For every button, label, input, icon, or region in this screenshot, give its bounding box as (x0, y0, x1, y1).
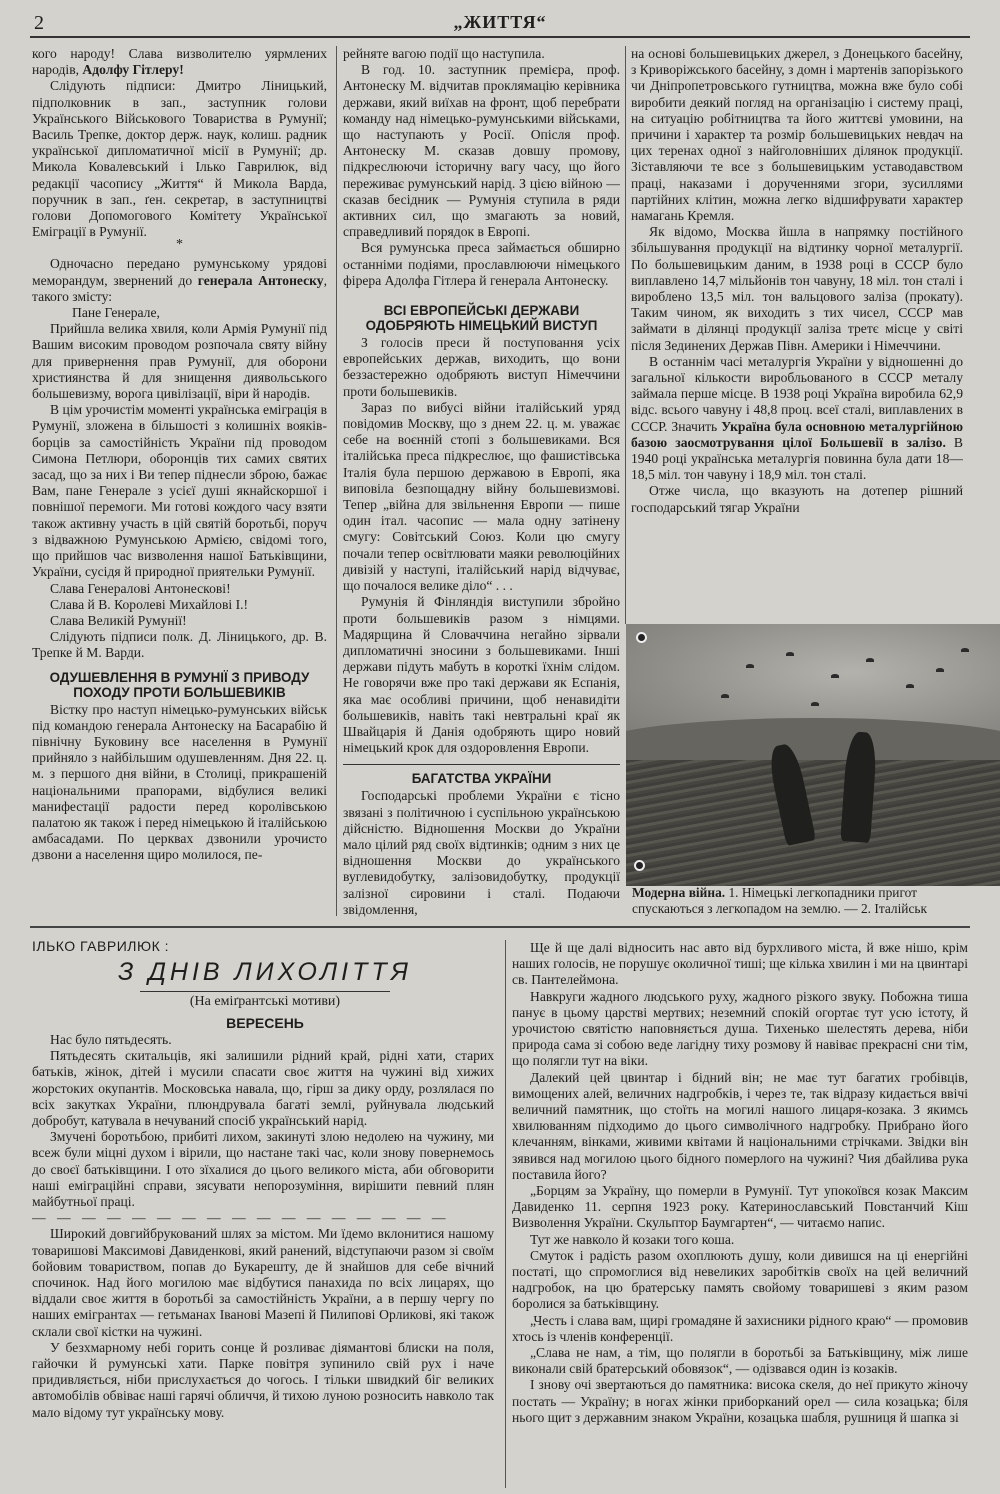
col3-paragraph (631, 354, 963, 484)
col3-text: В останнім часі металургія України у відношенні до загальної кількости виробльованого в СССР металу займала перше місце. В 1938 році Україна виробила 62,9 відс. всього чавуну і 48,8 проц. всеї сталі, виплавлених в СССР. Значить (631, 353, 963, 434)
story-section-heading: ВЕРЕСЕНЬ (226, 1015, 304, 1031)
story-paragraph: „Борцям за Україну, що померли в Румунії. Тут упокоївся козак Максим Давиденко 11. серпня 1923 року. Катеринославський Повстанчий Кіш Визволення України. Скульптор Баумгартен“, — читаємо напис. (512, 1183, 968, 1231)
column-2 (343, 46, 620, 922)
col1-paragraph: Прийшла велика хвиля, коли Армія Румунії під Вашим високим проводом розпочала святу війну для привернення прав Румунії, для оборони християнства й для знищення диявольського большевизму, ворога цивілізації, віри й народів. (32, 321, 327, 402)
page-header (30, 8, 970, 38)
column-divider (336, 46, 337, 916)
section-rule (343, 764, 620, 765)
caption-text: спускаються з легкопадом на землю. — 2. Італійськ (632, 901, 928, 916)
col1-text: , такого змісту: (32, 272, 327, 304)
col1-paragraph: В цім урочистім моменті українська еміграція в Румунії, зложена в більшості з колишніх вояків-борців за самостійність України під проводом Симона Петлюри, оборонців тих самих святих засад, що за них і Ви тепер піднесли зброю, бажає Вам, пане Генерале з усієї душі якнайскоршої і повнішої перемоги. Ми готові кождого часу взяти також активну участь в цій святій боротьбі, поруч з відважною Румунською Армією, свідомі того, що прийшов час визволення нашої Батьківщини, України, сусідя й природної приятельки Румунії. (32, 402, 327, 580)
story-paragraph: Пятьдесять скитальців, які залишили рідний край, рідні хати, старих батьків, жінок, дітей і мусили спасати своє життя на чужині від хижих жорстоких окупантів. Московська навала, що, гірш за дику орду, розлялася по всіх закутках України, плюндрувала багаті землі, руйнувала людський добробут, катувала в нечуваний спосіб український нарід. (32, 1048, 494, 1129)
col3-paragraph: Як відомо, Москва йшла в напрямку постійного збільшування продукції на відтинку чорної металургії. По большевицьким даним, в 1938 році в СССР було виплавлено 14,7 мільйонів тон чавуну, 18 міл. тон сталі і вироблено 13,5 міл. тон вальцового заліза (прокату). Таким чином, як виходить з тих чисел, СССР мав займати в ділянці продукції заліза третє місце у світі після Зединених Держав Півн. Америки і Німеччини. (631, 224, 963, 353)
col1-paragraph: Слідують підписи полк. Д. Ліницького, др. В. Трепке й М. Варди. (32, 629, 327, 661)
parachute-icon (936, 668, 944, 672)
story-paragraph: Ще й ще далі відносить нас авто від бурхливого міста, й вже нішо, крім наших голосів, не порушує околичної тиші; ще кілька хвилин і ми на цвинтарі св. Пантелеймона. (512, 940, 968, 988)
story-paragraph: Широкий довгийбрукований шлях за містом. Ми їдемо вклонитися нашому товаришові Максимові Давиденкові, який ранений, відступаючи разом зі своїм бойовим товариством, попав до Букарешту, де й знайшов для себе вічний спочинок. Над його могилою має відбутися панахида по всіх лицарях, що віддали своє життя в боротьбі за самостійність України, а в першу чергу по наших емігрантах — гетьманах Іванові Мазепі й Пилипові Орликові, які також склали свої кістки на чужині. (32, 1226, 494, 1339)
col1-paragraph: Слава Генералові Антонескові! (50, 580, 231, 596)
story-dashes: — — — — — — — — — — — — — — — — — (32, 1210, 450, 1226)
parachute-icon (721, 694, 729, 698)
col2-paragraph: Румунія й Фінляндія виступили збройно проти большевиків разом з німцями. Мадярщина й Словаччина негайно зірвали дипломатичні зносини з большевиками. Інші держави підуть мабуть в короткі їхнім слідом. Не говорячи вже про такі держави як Еспанія, яка має особливі причини, щоб ненавидіти большевиків, навіть такі невтральні краї як Швайцарія й Данія одобряють щиро новий німецький крок для оздоровлення Европи. (343, 594, 620, 756)
col1-text: кого народу! Слава визволителю уярмлених народів, (32, 46, 327, 78)
column-divider (505, 940, 506, 1488)
story-subtitle: (На еміґрантські мотиви) (189, 994, 341, 1009)
section-divider-star: * (176, 237, 183, 253)
column-divider (625, 46, 626, 624)
col1-paragraph: Слава й В. Королеві Михайлові І.! (50, 596, 249, 612)
war-photo (626, 624, 1000, 886)
story-title: З ДНІВ ЛИХОЛІТТЯ (118, 958, 412, 986)
title-underline (140, 991, 390, 992)
photo-marker-1 (636, 632, 647, 643)
page-number: 2 (34, 12, 44, 34)
story-paragraph: У безхмарному небі горить сонце й розливає діямантові блиски на поля, гайочки й румунські хати. Парке повітря зупинило свій рух і наче придивляється, ніби прислухається до чогось. І тільки швидкий біг великих автомобілів обвіває наші гарячі обличчя, й тихою луною розносить навколо так мало відому тут українську мову. (32, 1339, 494, 1420)
col3-paragraph: на основі большевицьких джерел, з Донецького басейну, з Криворіжського басейну, з домн і мартенів запорізького чи Дніпропетровського гутництва, можна вже було собі виробити деякий погляд на організацію і систему праці, на ситуацію робітництва та його життєві умовини, на причини і характер та розмір большевицьких невдач на цих теренах одної з найголовніших ділянок продукції. Зіставляючи те все з большевицьким уставодавством праці, наказами і дорученнями згори, зусиллями партійних клітин, можна легко відшифрувати характер намагань Кремля. (631, 46, 963, 224)
parachute-icon (831, 674, 839, 678)
page-separator (30, 926, 970, 928)
col1-paragraph (32, 46, 327, 78)
column-1 (32, 46, 327, 922)
column-3 (631, 46, 963, 624)
col1-paragraph: Вістку про наступ німецько-румунських військ під командою генерала Антонеску на Басарабію й північну Буковину все населення в Румунії прийняло з найбільшим одушевленням. Дня 22. ц. м. з першого дня війни, в Столиці, прикрашеній національними прапорами, відбулися великі манифестації радости перед королівською палатою як також і перед німецькою й італійською амбасадами. По церквах дзвонили урочисто дзвони а населення щиро молилося, пе- (32, 701, 327, 863)
story-paragraph: Смуток і радість разом охоплюють душу, коли дивишся на ці енергійні постаті, що спромоглися від невеликих заробітків своїх на цей величний надгробок, на цю братерську память свойому товаришеві з яким разом боролися за батьківщину. (512, 1247, 968, 1312)
photo-marker-2 (634, 860, 645, 871)
story-paragraph: Тут же навколо й козаки того коша. (530, 1231, 735, 1247)
parachute-icon (746, 664, 754, 668)
parachute-icon (961, 648, 969, 652)
col2-headline: БАГАТСТВА УКРАЇНИ (411, 771, 552, 787)
parachute-icon (786, 652, 794, 656)
photo-caption (632, 885, 1000, 917)
col1-bold-text: Адолфу Гітлеру! (82, 62, 184, 78)
col1-text: Одночасно передано румунському урядові меморандум, звернений до (32, 256, 327, 288)
col1-salutation: Пане Генерале, (72, 305, 160, 321)
caption-title: Модерна війна. (632, 885, 726, 900)
story-paragraph: Далекий цей цвинтар і бідний він; не має тут багатих гробівців, вимощених алей, величних надгробків, і через те, так вiдразу кидається ввічі величний памятник, що стоїть на могилі нашого лицаря-козака. З якимсь хвилюванням підходимо до цього символічного надгробку. Прибрано його клечанням, вінками, живими квітами й національними стрічками. Звідки він зявився над могилою цього бідного померлого на чужині? Чия дбайлива рука поставила його? (512, 1069, 968, 1182)
story-byline: ІЛЬКО ГАВРИЛЮК : (32, 938, 170, 954)
col2-paragraph: Зараз по вибусі війни італійський уряд повідомив Москву, що з днем 22. ц. м. уважає себе на воєнній стопі з большевиками. Вся італійська преса підкреслює, що фашистівська Італія була першою державою в Европі, яка виповіла безпощадну війну большевизмові. Тепер „війна для звільнення Европи — пише один італ. часопис — мала одну затінену смугу: Совітський Союз. Коли цю смугу почали тепер освітлювати маяки революційних дивізій у наступі, італійський нарід відчуває, що почалося велике діло“ . . . (343, 399, 620, 594)
col1-bold-text: генерала Антонеску (197, 272, 324, 288)
col1-signatures: Слідують підписи: Дмитро Ліницький, підполковник в зап., заступник голови Українського Військового Товариства в Румунії; Василь Трепке, доктор держ. наук, колиш. радник української дипломатичної місії в Румунії; др. Микола Ковалевський і Ілько Гаврилюк, від редакції часопису „Життя“ й Микола Варда, поручник в зап., ґен. секретар, в заступництві голови Допомогового Комітету Української Еміграції в Румунії. (32, 78, 327, 240)
story-column-1 (32, 1032, 494, 1490)
col3-paragraph: Отже числа, що вказують на дотепер рішний господарський тягар України (631, 483, 963, 515)
col2-headline: ВСІ ЕВРОПЕЙСЬКІ ДЕРЖАВИ ОДОБРЯЮТЬ НІМЕЦЬКИЙ ВИСТУП (365, 303, 598, 334)
photo-field (626, 760, 1000, 886)
parachute-icon (811, 702, 819, 706)
story-paragraph: Нас було пятьдесять. (50, 1032, 172, 1047)
parachute-icon (866, 658, 874, 662)
col2-paragraph: З голосів преси й поступовання усіх европейських держав, виходить, що вони беззастережно одобряють виступ Німеччини проти большевиків. (343, 335, 620, 399)
col3-bold-text: Україна була основною металургійною базою заосмотрування цілої Большевії в залізо. (631, 418, 963, 450)
story-paragraph: Змучені боротьбою, прибиті лихом, закинуті злою недолею на чужину, ми всеж були міцні духом і вірили, що настане такі час, коли знову повернемось до своєї батьківщини. І ото зїхалися до цього великого міста, аби обговорити наші еміграційні справи, зясувати непорозуміння, вирішити певний плян майбутньої праці. (32, 1129, 494, 1210)
story-paragraph: „Слава не нам, а тім, що полягли в боротьбі за Батьківщину, між лише виконали свій братерський обовязок“, — одізвався один із козаків. (512, 1345, 968, 1377)
story-paragraph: Навкруги жадного людського руху, жадного різкого звуку. Побожна тиша панує в цьому царстві мертвих; неземний спокій огортає тут усю істоту, й урочистою святістю наповняється душа. Тихенько шелестять дерева, ніби природа сама зі собою веде лагідну тиху розмову й навіває прекрасні сни тім, що полягли тут на віки. (512, 988, 968, 1069)
story-paragraph: І знову очі звертаються до памятника: висока скеля, до неї прикуто жіночу постать — Україну; в ногах жінки приборканий орел — сила козацька; біля нього щит з державним знаком України, козацька шабля, рушниця й шапка зі (512, 1377, 968, 1425)
parachute-icon (906, 684, 914, 688)
col1-paragraph (32, 256, 327, 305)
col3-text: В 1940 році українська металургія повинна була дати 18—18,5 міл. тон чавуну і 18,9 міл. тон сталі. (631, 434, 963, 483)
col1-headline: ОДУШЕВЛЕННЯ В РУМУНІЇ З ПРИВОДУ ПОХОДУ ПРОТИ БОЛЬШЕВИКІВ (49, 669, 310, 700)
col1-paragraph: Слава Великій Румунії! (50, 612, 187, 628)
col2-paragraph: Вся румунська преса займається обширно останніми подіями, прославлюючи німецького фірера Адолфа Гітлера й генерала Антонеску. (343, 240, 620, 288)
story-paragraph: „Честь і слава вам, щирі громадяне й захисники рідного краю“ — промовив хтось із членів конференції. (512, 1312, 968, 1344)
col2-paragraph: В год. 10. заступник премієра, проф. Антонеску М. відчитав проклямацію керівника держави, який виїхав на фронт, щоб перебрати команду над німецько-румунськими військами, що наступають у Росії. Опісля проф. Антонеску М. сказав довшу промову, підкреслюючи історичну вагу часу, що його переживає румунський нарід. З цією війною — сказав бесідник — Румунія ступила в ряди активних сил, що змагають за новий, справедливий порядок в Европі. (343, 62, 620, 240)
col2-paragraph: Господарські проблеми України є тісно звязані з політичною і суспільною українською дійсністю. Відношення Москви до України мало цілий ряд своїх відтинків; одним з них це відношення Москви до українського вуглевидобутку, залізовидобутку, продукції залізної сировини і сталі. Подаючи звідомлення, (343, 788, 620, 917)
masthead: „ЖИТТЯ“ (453, 12, 547, 32)
col2-paragraph: рейняте вагою події що наступила. (343, 46, 545, 61)
caption-text: 1. Німецькі легкопадники пригот (725, 885, 917, 900)
story-column-2 (512, 940, 968, 1490)
